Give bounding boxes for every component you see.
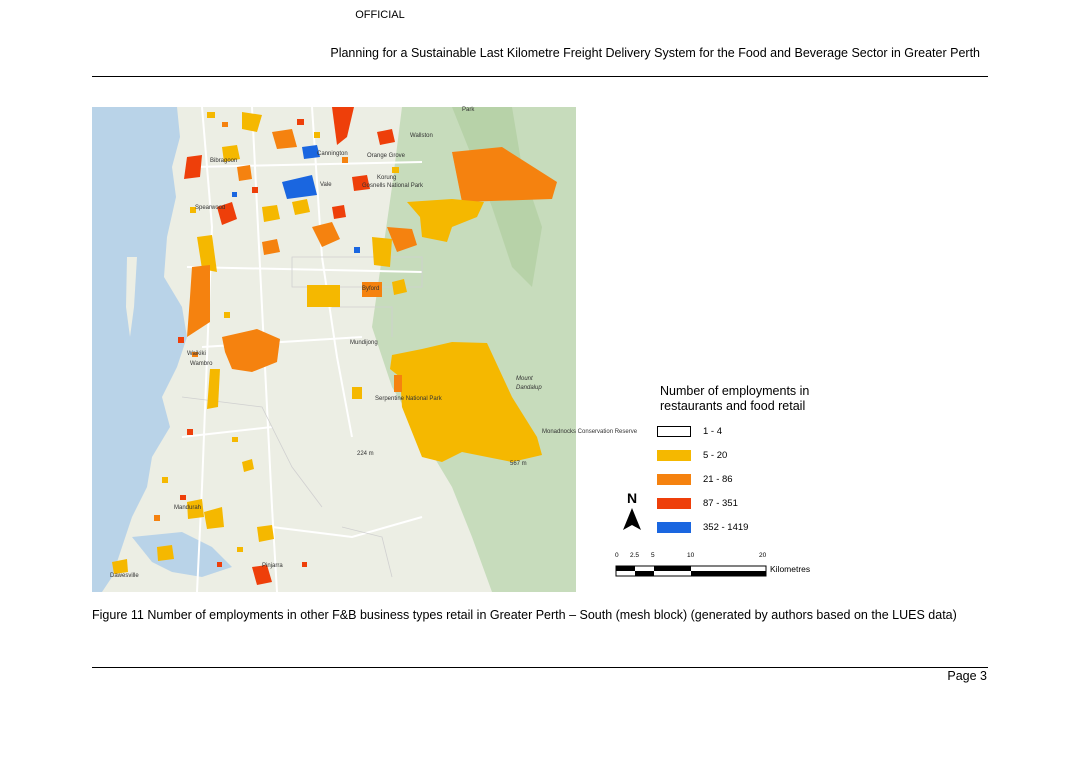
legend-item-352-1419 bbox=[657, 522, 857, 534]
north-arrow-icon bbox=[620, 490, 644, 532]
scale-bar bbox=[616, 566, 766, 576]
page-number: Page 3 bbox=[947, 669, 987, 683]
legend-label: 87 - 351 bbox=[703, 498, 738, 509]
map-legend bbox=[610, 380, 860, 590]
legend-label: 1 - 4 bbox=[703, 426, 723, 437]
svg-text:567 m: 567 m bbox=[510, 461, 527, 467]
scale-tick: 20 bbox=[759, 552, 767, 559]
svg-text:Vale: Vale bbox=[320, 182, 332, 188]
header-divider bbox=[92, 76, 988, 77]
legend-title: Number of employments in restaurants and food retail bbox=[660, 384, 810, 413]
svg-text:Pinjarra: Pinjarra bbox=[262, 563, 283, 569]
svg-text:Korung: Korung bbox=[377, 175, 397, 181]
legend-item-5-20 bbox=[657, 450, 857, 462]
legend-item-1-4 bbox=[657, 426, 857, 438]
legend-swatch bbox=[657, 450, 691, 461]
svg-text:Orange Grove: Orange Grove bbox=[367, 153, 406, 159]
svg-text:Mundijong: Mundijong bbox=[350, 340, 378, 346]
svg-text:Gosnells National Park: Gosnells National Park bbox=[362, 183, 424, 189]
scale-tick: 5 bbox=[651, 552, 655, 559]
scale-tick: 0 bbox=[615, 552, 619, 559]
legend-label: 21 - 86 bbox=[703, 474, 733, 485]
document-title: Planning for a Sustainable Last Kilometre Freight Delivery System for the Food and Beverage Sector in Greater Perth bbox=[330, 46, 980, 60]
svg-text:Monadnocks Conservation Reserv: Monadnocks Conservation Reserve bbox=[542, 429, 638, 435]
legend-item-21-86 bbox=[657, 474, 857, 486]
svg-text:Mount: Mount bbox=[516, 376, 533, 382]
legend-swatch bbox=[657, 498, 691, 509]
scale-unit-label: Kilometres bbox=[770, 564, 811, 574]
svg-text:Spearwood: Spearwood bbox=[195, 205, 226, 211]
svg-text:224 m: 224 m bbox=[357, 451, 374, 457]
classification-label: OFFICIAL bbox=[355, 9, 405, 21]
figure-caption: Figure 11 Number of employments in other F&B business types retail in Greater Perth – South (mesh block) (generated by authors based on the LUES data) bbox=[92, 608, 957, 622]
footer-divider bbox=[92, 667, 988, 668]
legend-label: 5 - 20 bbox=[703, 450, 728, 461]
svg-text:Mandurah: Mandurah bbox=[174, 505, 202, 511]
scale-tick: 2.5 bbox=[630, 552, 640, 559]
svg-text:Bibragoon: Bibragoon bbox=[210, 158, 238, 164]
svg-text:Waikiki: Waikiki bbox=[187, 351, 206, 357]
legend-label: 352 - 1419 bbox=[703, 522, 749, 533]
svg-text:Wambro: Wambro bbox=[190, 361, 213, 367]
svg-text:Serpentine National Park: Serpentine National Park bbox=[375, 396, 442, 402]
svg-text:Dandalup: Dandalup bbox=[516, 385, 542, 391]
svg-text:Dawesville: Dawesville bbox=[110, 573, 139, 579]
legend-swatch bbox=[657, 426, 691, 437]
legend-swatch bbox=[657, 474, 691, 485]
legend-swatch bbox=[657, 522, 691, 533]
svg-text:Cannington: Cannington bbox=[317, 151, 348, 157]
scale-tick: 10 bbox=[687, 552, 695, 559]
svg-text:Wallston: Wallston bbox=[410, 133, 433, 139]
svg-text:Byford: Byford bbox=[362, 286, 380, 292]
legend-item-87-351 bbox=[657, 498, 857, 510]
svg-text:Park: Park bbox=[462, 107, 475, 113]
north-label: N bbox=[626, 490, 638, 506]
